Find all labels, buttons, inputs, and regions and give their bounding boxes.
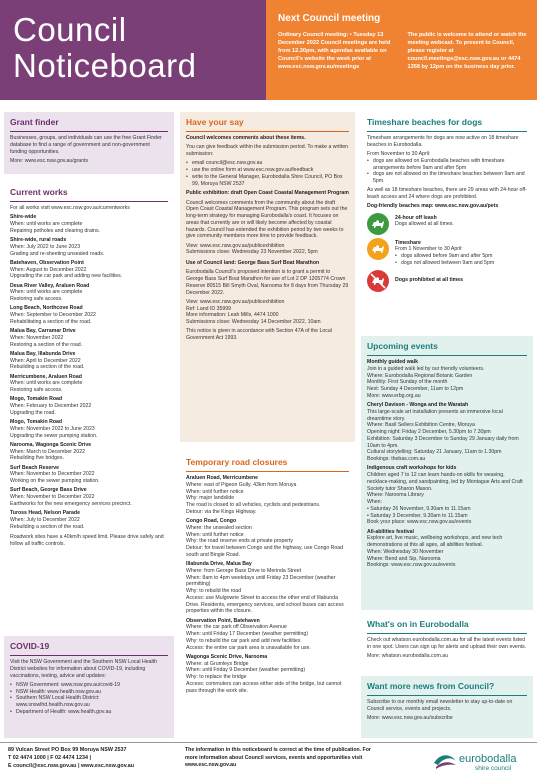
dog-beaches-map-link[interactable]: Dog-friendly beaches map: www.esc.nsw.gov.au/pets xyxy=(367,202,499,209)
event-item-detail: Where: Basil Sellers Exhibition Centre, Moruya xyxy=(367,422,475,429)
works-item-when: When: November 2022 to June 2023 xyxy=(10,425,95,432)
next-meeting-register: The public is welcome to attend or watch the meeting webcast. To present to Council, please register at council.meetings@esc.nsw.gov.au or 4474 1358 by 12pm on the business day prior. xyxy=(407,32,527,71)
covid-body: Visit the NSW Government and the Southern NSW Local Health District websites for information about COVID-19, including vaccinations, testing, advice and updates: xyxy=(10,659,157,679)
land-item-ref: Ref: Land ID 35999 xyxy=(186,305,231,312)
timeshare-panel xyxy=(361,112,533,332)
works-item xyxy=(10,214,168,234)
timeshare-extra: As well as 18 timeshare beaches, there are 29 areas with 24-hour off-leash access and 24 where dogs are prohibited. xyxy=(367,186,527,200)
works-item xyxy=(10,465,168,485)
works-item-desc: Rebuilding a section of the road. xyxy=(10,523,85,530)
covid-link[interactable]: • Department of Health: www.health.gov.au xyxy=(10,709,168,716)
works-item-when: When: February to December 2022 xyxy=(10,403,92,410)
works-item xyxy=(10,260,168,280)
covid-links xyxy=(10,682,168,716)
event-item-detail: Where: Eurobodalla Regional Botanic Garden xyxy=(367,372,473,379)
event-item xyxy=(367,402,527,463)
timeshare-bullets xyxy=(367,158,527,185)
closure-item-detail: Detour: for travel between Congo and the highway, use Congo Road south and Bingie Road. xyxy=(186,545,344,558)
off-leash-title: 24-hour off leash xyxy=(395,214,437,221)
event-item xyxy=(367,359,527,400)
event-item-detail: Where: Narooma Library xyxy=(367,492,424,499)
current-works-list xyxy=(10,214,168,530)
works-item-desc: Rebuilding a section of the road. xyxy=(10,364,85,371)
timeshare-item-bullet: • dogs allowed before 9am and after 5pm xyxy=(395,253,494,260)
works-item xyxy=(10,305,168,325)
eurobodalla-logo xyxy=(432,749,532,773)
submission-methods xyxy=(186,160,349,187)
works-item-location: Tuross Head, Nelson Parade xyxy=(10,510,80,517)
works-item-when: When: until works are complete xyxy=(10,289,83,296)
road-closures-title: Temporary road closures xyxy=(186,455,349,472)
upcoming-events-title: Upcoming events xyxy=(367,339,527,356)
land-item-more: More information: Leah Mills, 4474 1000 xyxy=(186,312,279,319)
event-item xyxy=(367,465,527,526)
off-leash-dog-icon xyxy=(367,213,389,235)
closure-item xyxy=(186,618,349,652)
event-item-detail: • Saturday 26 November, 9.30am to 11.15am xyxy=(367,505,471,512)
header xyxy=(0,0,537,100)
event-item-detail: • Saturday 3 December, 9.30am to 11.15am xyxy=(367,512,468,519)
more-news-panel xyxy=(361,676,533,738)
submission-method[interactable]: • use the online form at www.esc.nsw.gov.au/feedback xyxy=(186,167,349,174)
timeshare-bullet: • dogs are not allowed on the timeshare beaches between 9am and 5pm. xyxy=(367,171,527,185)
grant-finder-body: Businesses, groups, and individuals can use the free Grant Finder database to find a range of government and non-government funding opportunities. xyxy=(10,135,162,155)
footer xyxy=(0,742,537,776)
current-works-note: Roadwork sites have a 40km/h speed limit. Please drive safely and follow all traffic controls. xyxy=(10,534,164,548)
event-item-name: Cheryl Davison - Wonga and the Waratah xyxy=(367,402,469,409)
closure-item-detail: When: 8am to 4pm weekdays until Friday 23 December (weather permitting) xyxy=(186,574,336,588)
footer-phone: T 02 4474 1000 | F 02 4474 1234 | xyxy=(8,754,92,761)
works-item-location: Deua River Valley, Araluen Road xyxy=(10,282,90,289)
works-item-when: When: September to December 2022 xyxy=(10,312,96,319)
works-item-when: When: November to December 2022 xyxy=(10,471,95,478)
works-item-desc: Restoring a section of the road. xyxy=(10,341,83,348)
closure-item-name: Wagonga Scenic Drive, Narooma xyxy=(186,653,268,660)
logo-wordmark: eurobodalla xyxy=(459,753,517,765)
closure-item-detail: Access: use Mulgowrie Street to access the other end of Illabunda Drive. Residents, emergency services, and school buses can access properties within the closure. xyxy=(186,594,344,615)
closure-item-detail: When: until Friday 9 December (weather permitting) xyxy=(186,667,306,674)
land-item-note: This notice is given in accordance with Section 47A of the Local Government Act 1993. xyxy=(186,328,332,342)
works-item-when: When: until works are complete xyxy=(10,221,83,228)
event-item-name: All-abilities festival xyxy=(367,528,414,535)
works-item-location: Malua Bay, Carramar Drive xyxy=(10,328,76,335)
works-item-desc: Earthworks for the new emergency services precinct. xyxy=(10,500,132,507)
closure-item-detail: When: until Friday 17 December (weather permitting) xyxy=(186,631,308,638)
event-item-detail: Monthly: First Sunday of the month xyxy=(367,379,448,386)
closure-item-detail: When: until further notice xyxy=(186,531,244,538)
works-item xyxy=(10,374,168,394)
covid-link[interactable]: • Southern NSW Local Health District: www.snswlhd.health.nsw.gov.au xyxy=(10,695,168,709)
works-item-desc: Repairing potholes and clearing drains. xyxy=(10,227,100,234)
more-news-body: Subscribe to our monthly email newsletter to stay up-to-date on Council service, events and projects. xyxy=(367,699,513,712)
whats-on-body: Check out whatson.eurobodalla.com.au for all the latest events listed in one spot. Users can sign up for alerts and upload their own events. xyxy=(367,637,527,650)
works-item-location: Shire-wide xyxy=(10,214,37,221)
closure-item xyxy=(186,654,349,695)
works-item xyxy=(10,283,168,303)
road-closures-list xyxy=(186,475,349,694)
whats-on-link[interactable]: More: whatson.eurobodalla.com.au xyxy=(367,653,449,660)
event-item-detail: Opening night: Friday 2 December, 5.30pm to 7.30pm xyxy=(367,429,491,436)
closure-item-detail: Access: the entire car park area is unavailable for use. xyxy=(186,644,311,651)
event-item-detail: More: www.erbg.org.au xyxy=(367,392,421,399)
have-your-say-subtitle: Council welcomes comments about these items. xyxy=(186,135,306,142)
works-item-desc: Upgrading the road. xyxy=(10,409,56,416)
works-item xyxy=(10,351,168,371)
whats-on-panel xyxy=(361,614,533,672)
works-item-location: Shire-wide, rural roads xyxy=(10,237,67,244)
closure-item-detail: Where: the car park off Observation Avenue xyxy=(186,624,287,631)
closure-item-detail: Why: major landslide xyxy=(186,495,235,502)
closure-item-detail: Where: east of Pigeon Gully, 43km from Moruya xyxy=(186,481,297,488)
logo-subtitle: shire council xyxy=(475,765,512,772)
works-item-location: Narooma, Wagonga Scenic Drive xyxy=(10,441,92,448)
works-item-location: Batehaven, Observation Point xyxy=(10,259,84,266)
prohibited-item xyxy=(367,270,527,292)
works-item xyxy=(10,419,168,439)
event-item-detail: Join in a guided walk led by our friendly volunteers. xyxy=(367,365,485,372)
works-item xyxy=(10,442,168,462)
event-item-detail: Bookings: www.esc.nsw.gov.au/events xyxy=(367,562,456,569)
off-leash-desc: Dogs allowed at all times. xyxy=(395,221,454,228)
event-item-detail: Exhibition: Saturday 3 December to Sunday 29 January daily from 10am to 4pm. xyxy=(367,435,519,449)
timeshare-intro: Timeshare arrangements for dogs are now active on 18 timeshare beaches in Eurobodalla. xyxy=(367,135,519,148)
events-list xyxy=(367,359,527,569)
closure-item-name: Congo Road, Congo xyxy=(186,518,237,525)
works-item-desc: Rehabilitating a section of the road. xyxy=(10,318,92,325)
works-item xyxy=(10,328,168,348)
more-news-title: Want more news from Council? xyxy=(367,679,527,696)
grant-finder-title: Grant finder xyxy=(10,115,168,132)
works-item xyxy=(10,510,168,530)
event-item-name: Monthly guided walk xyxy=(367,359,419,366)
submission-method[interactable]: • email council@esc.nsw.gov.au xyxy=(186,160,349,167)
upcoming-events-panel xyxy=(361,336,533,610)
timeshare-from: From November to 30 April: xyxy=(367,151,431,158)
closure-item-detail: Where: at Grumleys Bridge xyxy=(186,660,249,667)
covid-link[interactable]: • NSW Government: www.nsw.gov.au/covid-19 xyxy=(10,682,168,689)
dog-prohibited-icon xyxy=(367,270,389,292)
event-item-name: Indigenous craft workshops for kids xyxy=(367,465,457,472)
have-your-say-title: Have your say xyxy=(186,115,349,132)
event-item-detail: Where: Bend and Sip, Narooma xyxy=(367,555,441,562)
event-item-detail: Next: Sunday 4 December, 11am to 12pm xyxy=(367,386,464,393)
works-item-location: Long Beach, Northcove Road xyxy=(10,305,83,312)
land-item-title: Use of Council land: George Bass Surf Boat Marathon xyxy=(186,260,320,267)
event-item-detail: Cultural storytelling: Saturday 21 January, 11am to 1.30pm xyxy=(367,449,502,456)
closure-item-detail: Detour: via the Kings Highway. xyxy=(186,508,257,515)
prohibited-title: Dogs prohibited at all times xyxy=(395,276,464,283)
works-item xyxy=(10,237,168,257)
have-your-say-how: You can give feedback within the submission period. To make a written submission: xyxy=(186,144,349,158)
next-meeting-title: Next Council meeting xyxy=(278,13,381,24)
exhibition-item-title: Public exhibition: draft Open Coast Coastal Management Program xyxy=(186,190,349,197)
road-closures-panel xyxy=(180,452,355,738)
closure-item-name: Araluen Road, Merricumbene xyxy=(186,475,259,482)
covid-title: COVID-19 xyxy=(10,639,168,656)
works-item-when: When: March to December 2022 xyxy=(10,448,85,455)
closure-item-detail: The road is closed to all vehicles, cyclists and pedestrians. xyxy=(186,502,321,509)
closure-item-detail: Why: to rebuild the car park and add new facilities xyxy=(186,637,301,644)
timeshare-bullet: • dogs are allowed on Eurobodalla beaches with timeshare arrangements before 9am and after 5pm xyxy=(367,158,527,172)
land-item-close: Submissions close: Wednesday 14 December 2022, 10am xyxy=(186,319,321,326)
footer-contact xyxy=(8,747,134,770)
works-item-desc: Rebuilding five bridges. xyxy=(10,455,64,462)
event-item-detail: Explore art, live music, wellbeing workshops, and new tech demonstrations at this all ages, all abilities festival. xyxy=(367,535,503,549)
page-title-line2: Noticeboard xyxy=(13,47,197,84)
land-item-body: Eurobodalla Council's proposed intention is to grant a permit to George Bass Surf Boat Marathon for use of Lot 2 DP 1205774 Crown Reserve 80515 Bill Smyth Oval, Narooma for 8 days from Thursday 29 December 2022. xyxy=(186,269,349,296)
next-meeting-details: Ordinary Council meeting: • Tuesday 13 December 2022 Council meetings are held from 12.30pm, with agendas available on Council's website the week prior at www.esc.nsw.gov.au/meetings xyxy=(278,32,391,71)
page-title-line1: Council xyxy=(13,11,127,48)
timeshare-item-bullet: • dogs not allowed between 9am and 5pm xyxy=(395,260,494,267)
more-news-link[interactable]: More: www.esc.nsw.gov.au/subscribe xyxy=(367,715,453,722)
submission-method: • write to the General Manager, Eurobodalla Shire Council, PO Box 99, Moruya NSW 2537 xyxy=(186,174,349,188)
title-block xyxy=(0,0,266,100)
closure-item-detail: Why: to rebuild the road xyxy=(186,588,242,595)
exhibition-item-body: Council welcomes comments from the community about the draft Open Coast Coastal Management Program. This program sets out the long-term strategy for managing Eurobodalla's coast. It focuses on areas that currently are or will likely become affected by coastal hazards. Council has extended the exhibition period by two weeks to give community members more time to provide feedback. xyxy=(186,199,348,240)
grant-finder-link[interactable]: More: www.esc.nsw.gov.au/grants xyxy=(10,157,89,164)
works-item-location: Surf Beach Reserve xyxy=(10,464,60,471)
closure-item-name: Illabunda Drive, Malua Bay xyxy=(186,561,252,568)
current-works-title: Current works xyxy=(10,185,168,202)
event-item-detail: When: xyxy=(367,499,382,506)
event-item-detail: Book your place: www.esc.nsw.gov.au/events xyxy=(367,519,472,526)
off-leash-item xyxy=(367,213,527,235)
works-item-when: When: April to December 2022 xyxy=(10,357,81,364)
works-item-location: Merricumbene, Araluen Road xyxy=(10,373,82,380)
exhibition-item-view[interactable]: View: www.esc.nsw.gov.au/publicexhibition xyxy=(186,242,285,249)
grant-finder-panel xyxy=(4,112,174,174)
footer-disclaimer: The information in this noticeboard is correct at the time of publication. For more information about Council services, events and opportunities visit www.esc.nsw.gov.au xyxy=(185,747,371,769)
closure-item xyxy=(186,561,349,615)
event-item-detail: Children aged 7 to 12 can learn hands-on skills for weaving, necklace-making, and sandpainting, led by Montague Arts and Craft Society tutor Sharon Mason. xyxy=(367,472,523,492)
exhibition-item-close: Submissions close: Wednesday 23 November 2022, 5pm xyxy=(186,249,318,256)
closure-item-detail: Why: to replace the bridge xyxy=(186,674,247,681)
event-item-detail: This large-scale art installation presents an immersive local dreamtime story. xyxy=(367,408,503,422)
closure-item-detail: Access: commuters can access either side of the bridge, but cannot pass through the work site. xyxy=(186,680,342,694)
works-item-location: Surf Beach, George Bass Drive xyxy=(10,487,87,494)
footer-address: 89 Vulcan Street PO Box 99 Moruya NSW 2537 xyxy=(8,747,127,753)
works-item-when: When: July 2022 to June 2023 xyxy=(10,243,81,250)
works-item-when: When: November to December 2022 xyxy=(10,494,95,501)
event-item-detail: When: Wednesday 30 November xyxy=(367,548,444,555)
closure-item-detail: Why: the road reserve ends at private property xyxy=(186,538,293,545)
covid-link[interactable]: • NSW Health: www.health.nsw.gov.au xyxy=(10,689,168,696)
closure-item-detail: Where: from George Bass Drive to Merinda Street xyxy=(186,567,302,574)
works-item-when: When: November 2022 xyxy=(10,334,64,341)
works-item xyxy=(10,396,168,416)
works-item-when: When: until works are complete xyxy=(10,380,83,387)
works-item-desc: Upgrading the sewer pumping station. xyxy=(10,432,98,439)
event-item xyxy=(367,529,527,570)
closure-item xyxy=(186,475,349,516)
timeshare-item-title: Timeshare xyxy=(395,239,421,246)
closure-item xyxy=(186,518,349,559)
works-item-desc: Grading and re-sheeting unsealed roads. xyxy=(10,250,105,257)
timeshare-item-from: From 1 November to 30 April: xyxy=(395,246,463,253)
timeshare-title: Timeshare beaches for dogs xyxy=(367,115,527,132)
works-item-location: Malua Bay, Illabunda Drive xyxy=(10,350,76,357)
works-item-when: When: August to December 2022 xyxy=(10,266,87,273)
have-your-say-panel xyxy=(180,112,355,442)
land-item-view[interactable]: View: www.esc.nsw.gov.au/publicexhibition xyxy=(186,298,285,305)
works-item-location: Mogo, Tomakin Road xyxy=(10,419,63,426)
works-item-when: When: July to December 2022 xyxy=(10,516,80,523)
works-item xyxy=(10,487,168,507)
works-item-desc: Working on the sewer pumping station. xyxy=(10,478,100,485)
timeshare-item xyxy=(367,238,527,267)
works-item-desc: Upgrading the car park and adding new facilities. xyxy=(10,273,123,280)
closure-item-detail: Where: the unsealed section xyxy=(186,524,252,531)
works-item-desc: Restoring safe access. xyxy=(10,296,63,303)
timeshare-dog-icon xyxy=(367,238,389,260)
current-works-intro[interactable]: For all works visit www.esc.nsw.gov.au/currentworks xyxy=(10,205,130,212)
event-item-detail: Bookings: thebas.com.au xyxy=(367,456,426,463)
closure-item-detail: When: until further notice xyxy=(186,488,244,495)
current-works-panel xyxy=(4,182,174,632)
works-item-desc: Restoring safe access. xyxy=(10,387,63,394)
whats-on-title: What's on in Eurobodalla xyxy=(367,617,527,634)
footer-web[interactable]: E council@esc.nsw.gov.au | www.esc.nsw.gov.au xyxy=(8,762,135,769)
covid-panel xyxy=(4,636,174,738)
closure-item-name: Observation Point, Batehaven xyxy=(186,617,260,624)
works-item-location: Mogo, Tomakin Road xyxy=(10,396,63,403)
next-meeting-block xyxy=(266,0,537,100)
